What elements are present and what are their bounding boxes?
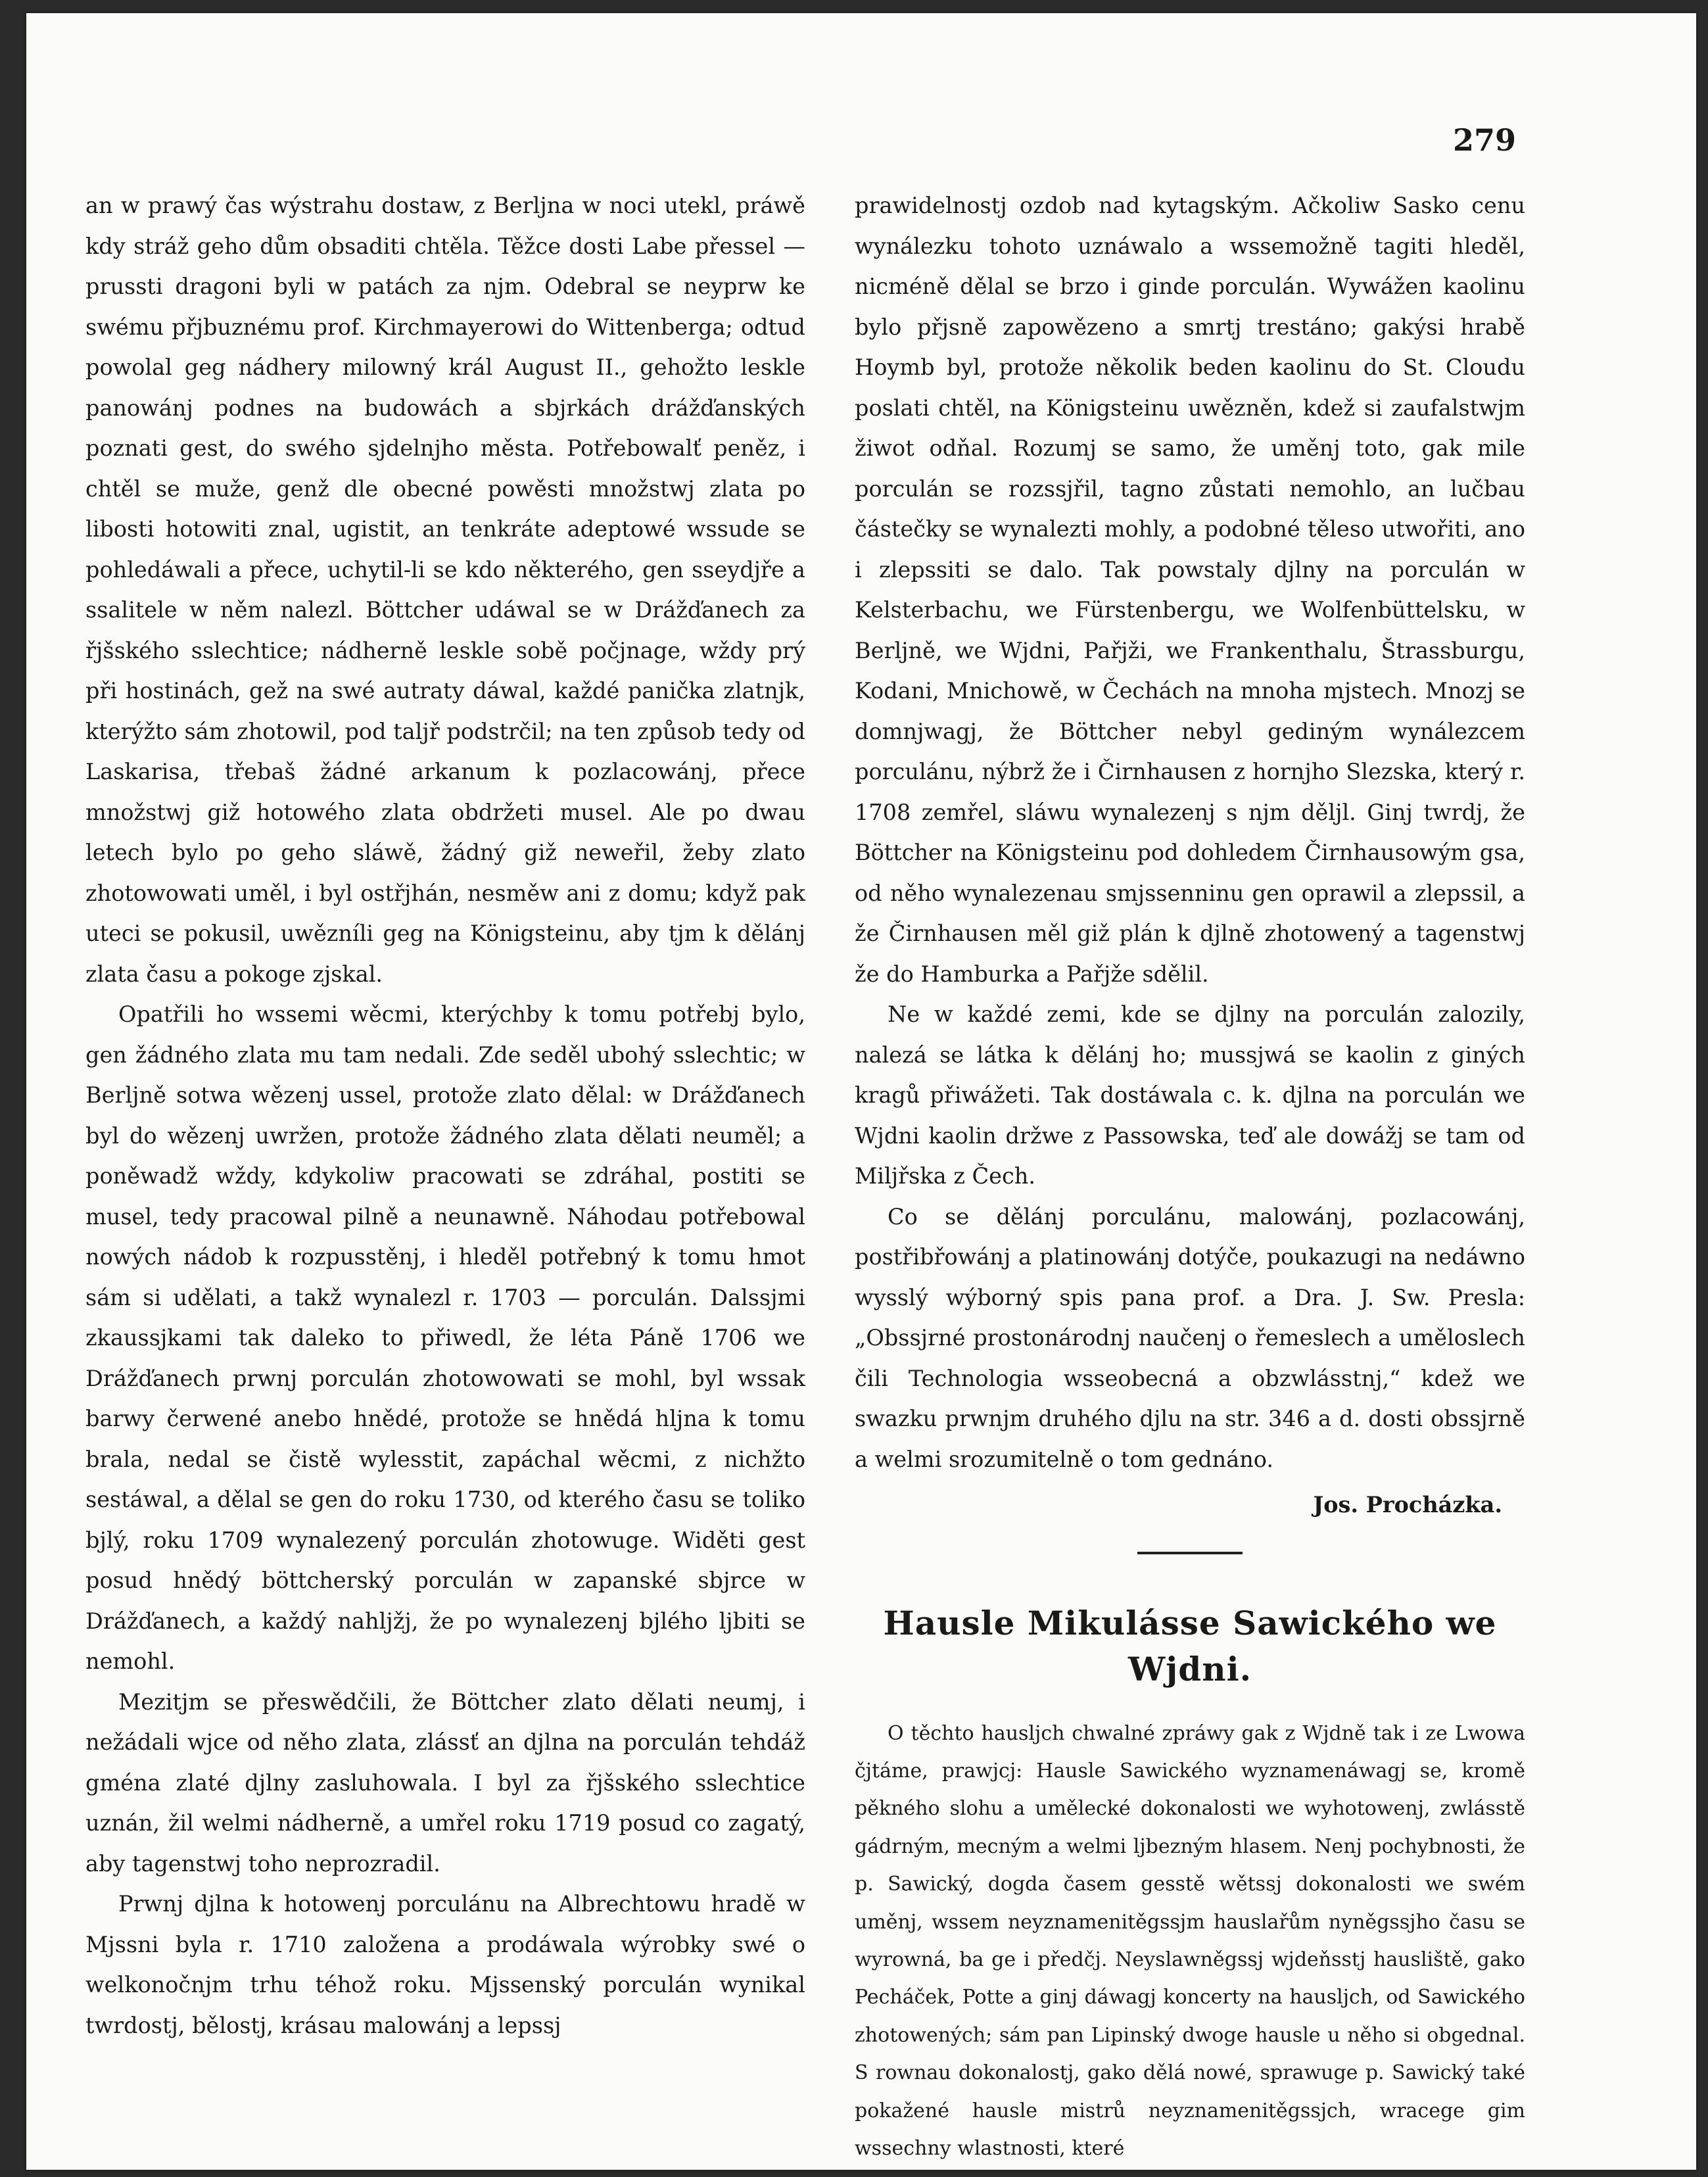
article-title: Hausle Mikulásse Sawického we Wjdni. (883, 1603, 1497, 1688)
left-column (85, 185, 805, 2045)
paragraph: Opatřili ho wssemi wěcmi, kterýchby k tomu potřebj bylo, gen žádného zlata mu tam nedali. Zde seděl ubohý sslechtic; w Berljně sotwa wězenj ussel, protože zlato dělal: w Drážďanech byl do wězenj uwržen, protože žádného zlata dělati neuměl; a poněwadž wždy, kdykoliw pracowati se zdráhal, postiti se musel, tedy pracowal pilně a neunawně. Náhodau potřebowal nowých nádob k rozpusstěnj, i hleděl potřebný k tomu hmot sám si udělati, a takž wynalezl r. 1703 — porculán. Dalssjmi zkaussjkami tak daleko to přiwedl, že léta Páně 1706 we Drážďanech prwnj porculán zhotowowati se mohl, byl wssak barwy čerwené anebo hnědé, protože se hnědá hljna k tomu brala, nedal se čistě wylesstit, zapáchal wěcmi, z nichžto sestáwal, a dělal se gen do roku 1730, od kterého času se toliko bjlý, roku 1709 wynalezený porculán zhotowuge. Widěti gest posud hnědý böttcherský porculán w zapanské sbjrce w Drážďanech, a každý nahljžj, že po wynalezenj bjlého ljbiti se nemohl. (85, 1001, 805, 1674)
paragraph: an w prawý čas wýstrahu dostaw, z Berljna w noci utekl, práwě kdy stráž geho dům obsaditi chtěla. Těžce dosti Labe přessel — prussti dragoni byli w patách za njm. Odebral se neyprw ke swému přjbuznému prof. Kirchmayerowi do Wittenberga; odtud powolal geg nádhery milowný král August II., gehožto leskle panowánj podnes na budowách a sbjrkách drážďanských poznati gest, do swého sjdelnjho města. Potřebowalť peněz, i chtěl se muže, genž dle obecné powěsti množstwj zlata po libosti hotowiti znal, ugistit, an tenkráte adeptowé wssude se pohledáwali a přece, uchytil-li se kdo některého, gen sseydjře a ssalitele w něm nalezl. Böttcher udáwal se w Drážďanech za řjšského sslechtice; nádherně leskle sobě počjnage, wždy prý při hostinách, gež na swé autraty dáwal, každé panička zlatnjk, kterýžto sám zhotowil, pod taljř podstrčil; na ten způsob tedy od Laskarisa, třebaš žádné arkanum k pozlacowánj, přece množstwj giž hotowého zlata obdržeti musel. Ale po dwau letech bylo po geho sláwě, žádný giž neweřil, žeby zlato zhotowowati uměl, i byl ostřjhán, nesměw ani z domu; když pak uteci se pokusil, uwězníli geg na Königsteinu, aby tjm k dělánj zlata času a pokoge zjskal. (85, 193, 805, 987)
paragraph: Prwnj djlna k hotowenj porculánu na Albrechtowu hradě w Mjssni byla r. 1710 založena a prodáwala wýrobky swé o welkonočnjm trhu téhož roku. Mjssenský porculán wynikal twrdostj, bělostj, krásau malowánj a lepssj (85, 1891, 805, 2038)
section-divider (1137, 1552, 1243, 1554)
paragraph: prawidelnostj ozdob nad kytagským. Ačkoliw Sasko cenu wynálezku tohoto uznáwalo a wssemožně tagiti hleděl, nicméně dělal se brzo i ginde porculán. Wywážen kaolinu bylo přjsně zapowězeno a smrtj trestáno; gakýsi hrabě Hoymb byl, protože několik beden kaolinu do St. Cloudu poslati chtěl, na Königsteinu uwězněn, kdež si zaufalstwjm žiwot odňal. Rozumj se samo, že uměnj toto, gak mile porculán se rozssjřil, tagno zůstati nemohlo, an lučbau částečky se wynalezti mohly, a podobné těleso utwořiti, ano i zlepssiti se dalo. Tak powstaly djlny na porculán w Kelsterbachu, we Fürstenbergu, we Wolfenbüttelsku, w Berljně, we Wjdni, Pařjži, we Frankenthalu, Štrassburgu, Kodani, Mnichowě, w Čechách na mnoha mjstech. Mnozj se domnjwagj, že Böttcher nebyl gediným wynálezcem porculánu, nýbrž že i Čirnhausen z hornjho Slezska, který r. 1708 zemřel, sláwu wynalezenj s njm děljl. Ginj twrdj, že Böttcher na Königsteinu pod dohledem Čirnhausowým gsa, od něho wynalezenau smjssenninu gen oprawil a zlepssil, a že Čirnhausen měl giž plán k djlně zhotowený a tagenstwj že do Hamburka a Pařjže sdělil. (855, 193, 1525, 987)
right-column (855, 185, 1525, 2167)
author-signature: Jos. Procházka. (1313, 1492, 1502, 1518)
paragraph: Mezitjm se přeswědčili, že Böttcher zlato dělati neumj, i nežádali wjce od něho zlata, zlássť an djlna na porculán tehdáž gména zlaté djlny zasluhowala. I byl za řjšského sslechtice uznán, žil welmi nádherně, a umřel roku 1719 posud co zagatý, aby tagenstwj toho neprozradil. (85, 1688, 805, 1877)
paragraph: O těchto hausljch chwalné zpráwy gak z Wjdně tak i ze Lwowa čjtáme, prawjcj: Hausle Sawického wyznamenáwagj se, kromě pěkného slohu a umělecké dokonalosti we wyhotowenj, zwlásstě gádrným, mecným a welmi ljbezným hlasem. Nenj pochybnosti, že p. Sawický, dogda časem gesstě wětssj dokonalosti we swém uměnj, wssem neyznamenitěgssjm hauslařům nyněgssjho času se wyrowná, ba ge i předčj. Neyslawněgssj wjdeňsstj hausliště, gako Pecháček, Potte a ginj dáwagj koncerty na hausljch, od Sawického zhotowených; sám pan Lipinský dwoge hausle u něho si obgednal. S rownau dokonalostj, gako dělá nowé, sprawuge p. Sawický také pokažené hausle mistrů neyznamenitěgssjch, wracege gim wssechny wlastnosti, které (855, 1721, 1525, 2160)
article-body (855, 1715, 1525, 2168)
paragraph: Co se dělánj porculánu, malowánj, pozlacowánj, postřibřowánj a platinowánj dotýče, poukazugi na nedáwno wysslý wýborný spis pana prof. a Dra. J. Sw. Presla: „Obssjrné prostonárodnj naučenj o řemeslech a uměloslech čili Technologia wsseobecná a obzwlásstnj,“ kdež we swazku prwnjm druhého djlu na str. 346 a d. dosti obssjrně a welmi srozumitelně o tom gednáno. (855, 1203, 1525, 1472)
page-number: 279 (1453, 122, 1517, 158)
paragraph: Ne w každé zemi, kde se djlny na porculán zalozily, nalezá se látka k dělánj ho; mussjwá se kaolin z giných kragů přiwážeti. Tak dostáwala c. k. djlna na porculán we Wjdni kaolin držwe z Passowska, teď ale dowážj se tam od Miljřska z Čech. (855, 1001, 1525, 1189)
document-page (26, 13, 1696, 2170)
